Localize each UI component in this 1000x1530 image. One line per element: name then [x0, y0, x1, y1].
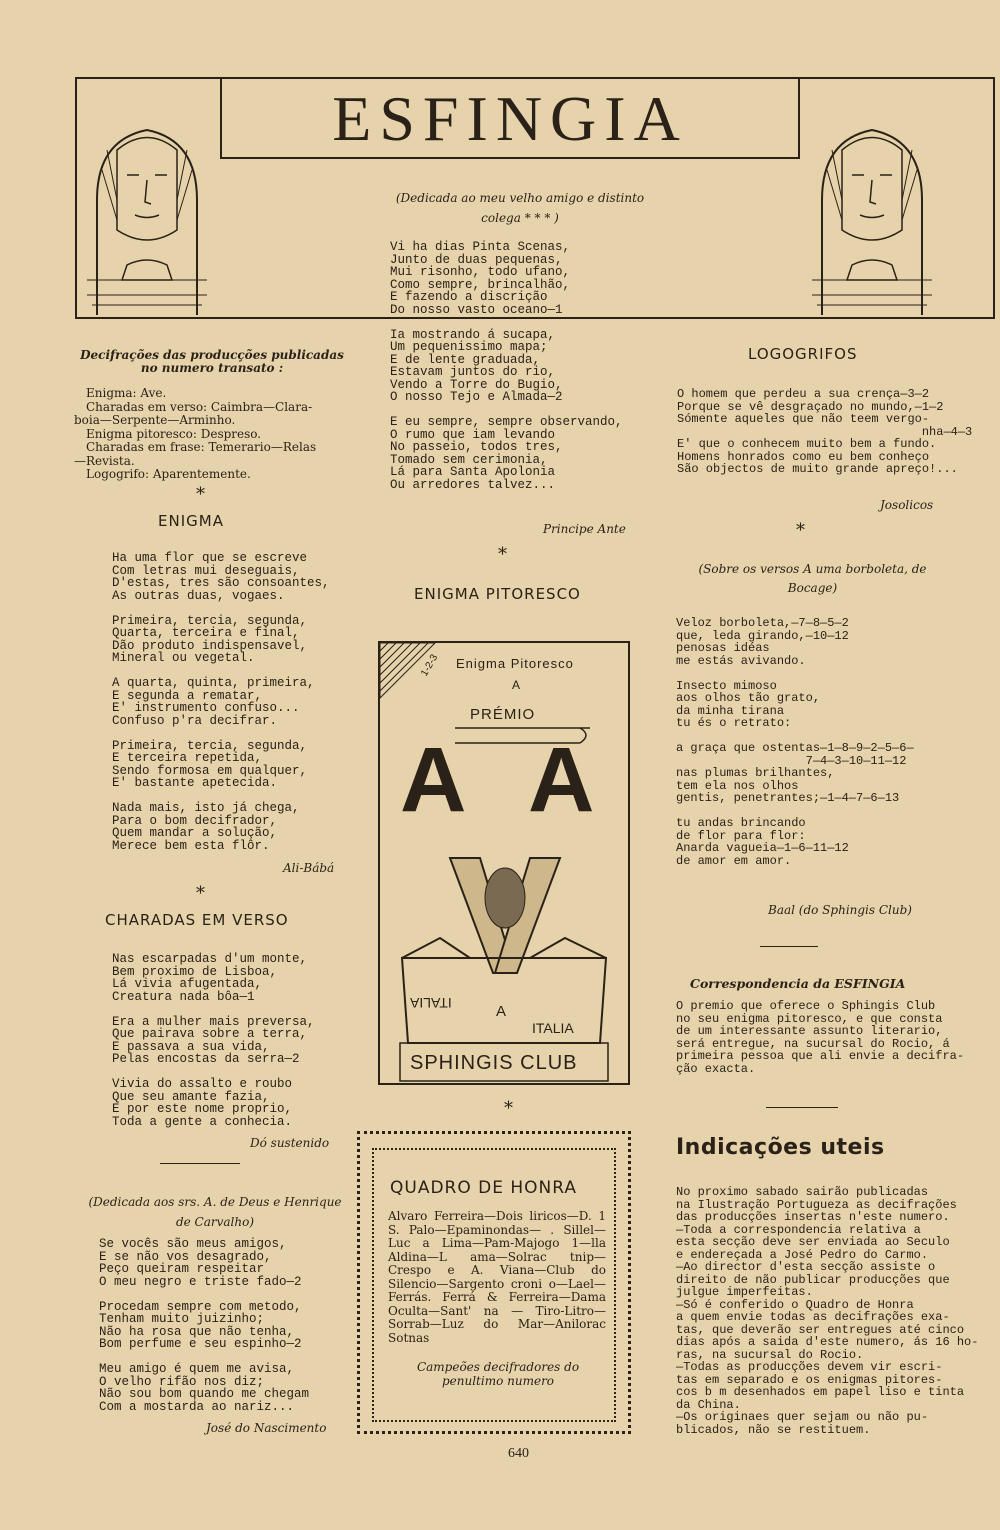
indicacoes-text: No proximo sabado sairão publicadas na Ilustração Portugueza as decifrações das producções insertas n'este numero. —Toda a correspondencia relativa a esta secção deve ser enviada ao Seculo e endereçada a José Pedro do Carmo. —Ao director d'esta secção assiste o direito de não publicar producções que julgue imperfeitas. —Só é conferido o Quadro de Honra a quem envie todas as decifrações exa- tas, que deverão ser entregues até cinco dias após a saida d'este numero, ás 16 ho- ras, na sucursal do Rocio. —Todas as producções devem vir escri- tas em separado e os enigmas pitores- cos b m desenhados em papel liso e tinta da China. —Os originaes quer sejam ou não pu- blicados, não se restituem. — [676, 1185, 979, 1437]
enigma-verse: Ha uma flor que se escreve Com letras mui deseguais, D'estas, tres são consoantes, As outras duas, vogaes. Primeira, tercia, segunda, Quarta, terceira e final, Dão produto indispensavel, Mineral ou vegetal. A quarta, quinta, primeira, E segunda a rematar, E' instrumento confuso... Confuso p'ra decifrar. Primeira, tercia, segunda, E terceira repetida, Sendo formosa em qualquer, E' bastante apetecida. Nada mais, isto já chega, Para o bom decifrador, Quem mandar a solução, Merece bem esta flôr. — [112, 551, 330, 853]
ep-letter-a-right: A — [528, 729, 595, 831]
enigma-title: ENIGMA — [158, 512, 224, 530]
decif-line: —Revista. — [74, 453, 135, 468]
enigma-author: Ali-Bábá — [283, 861, 335, 875]
sphinx-right-illustration — [802, 80, 942, 316]
decifracoes-title: Decifrações das producções publicadas no numero transato : — [80, 348, 344, 375]
logogrifos-title: LOGOGRIFOS — [748, 345, 858, 363]
ep-club: SPHINGIS CLUB — [410, 1052, 578, 1074]
verse-2-author: José do Nascimento — [206, 1421, 327, 1435]
separator-star: * — [196, 484, 205, 505]
decif-line: Enigma: Ave. — [86, 386, 167, 400]
verse-2: Se vocês são meus amigos, E se não vos desagrado, Peço queiram respeitar O meu negro e triste fado—2 Procedam sempre com metodo, Tenham muito juizinho; Não ha rosa que não tenha, Bom perfume e seu espinho—2 Meu amigo é quem me avisa, O velho rifão nos diz; Não sou bom quando me chegam Com a mostarda ao nariz... — [99, 1237, 310, 1414]
page-number: 640 — [508, 1446, 529, 1461]
main-verse: Vi ha dias Pinta Scenas, Junto de duas pequenas, Mui risonho, todo ufano, Como sempre, brincalhão, E fazendo a discrição Do nosso vasto oceano—1 Ia mostrando á sucapa, Um pequenissimo mapa; E de lente graduada, Estavam juntos do rio, Vendo a Torre do Bugio, O nosso Tejo e Almada—2 E eu sempre, sempre observando, O rumo que iam levando No passeio, todos tres, Tomado sem cerimonia, Lá para Santa Apolonia Ou arredores talvez... — [390, 240, 623, 492]
separator-star: * — [504, 1098, 513, 1119]
decif-line: Enigma pitoresco: Despreso. — [86, 426, 262, 441]
charadas-title: CHARADAS EM VERSO — [105, 911, 289, 929]
divider — [766, 1107, 838, 1108]
ep-caption-1: Enigma Pitoresco — [456, 656, 574, 671]
borboleta-author: Baal (do Sphingis Club) — [768, 903, 912, 917]
sphinx-left-illustration — [77, 80, 217, 316]
decif-line: boia—Serpente—Arminho. — [74, 413, 236, 427]
ep-small-a: A — [496, 1003, 507, 1020]
logogrifos-verse: O homem que perdeu a sua crença—3—2 Porque se vê desgraçado no mundo,—1—2 Sómente aqueles que não teem vergo- nha—4—3 E' que o conhecem muito bem a fundo. Homens honrados como eu bem conheço São objectos de muito grande apreço!... — [677, 387, 973, 476]
decif-line: Logogrifo: Aparentemente. — [86, 467, 251, 481]
quadro-honra-subtitle: Campeões decifradores do penultimo numero — [416, 1360, 580, 1388]
ep-italia-inverted: ITALIA — [410, 995, 452, 1011]
indicacoes-title: Indicações uteis — [676, 1135, 885, 1160]
ep-letter-a-left: A — [400, 729, 467, 831]
separator-star: * — [196, 883, 205, 904]
decifracoes-list — [74, 387, 354, 482]
masthead: ESFINGIA — [332, 83, 688, 154]
ep-corner: 1-2-3 — [419, 652, 441, 679]
correspondencia-text: O premio que oferece o Sphingis Club no seu enigma pitoresco, e que consta de um interessante assunto literario, será entregue, na sucursal do Rocio, á primeira pessoa que ali envie a decifra- ção exacta. — [676, 999, 965, 1076]
enigma-pitoresco-title: ENIGMA PITORESCO — [414, 585, 581, 603]
main-verse-author: Principe Ante — [543, 522, 626, 536]
dedication-2: (Dedicada aos srs. A. de Deus e Henrique de Carvalho) — [88, 1195, 342, 1229]
decif-line: Charadas em frase: Temerario—Relas — [86, 440, 317, 454]
borboleta-verse: Veloz borboleta,—7—8—5—2 que, leda girando,—10—12 penosas idéas me estás avivando. Insecto mimoso aos olhos tão grato, da minha tirana tu és o retrato: a graça que ostentas—1—8—9—2—5—6— 7—4—3—10—11—12 nas plumas brilhantes, tem ela nos olhos gentis, penetrantes;—1—4—7—6—13 tu andas brincando de flor para flor: Anarda vagueia—1—6—11—12 de amor em amor. — [676, 616, 914, 868]
logogrifos-author: Josolicos — [880, 498, 934, 512]
charadas-author: Dó sustenido — [250, 1136, 330, 1150]
correspondencia-title: Correspondencia da ESFINGIA — [690, 976, 906, 991]
ep-premio: PRÉMIO — [470, 706, 536, 723]
charadas-verse: Nas escarpadas d'um monte, Bem proximo de Lisboa, Lá vivia afugentada, Creatura nada bôa—1 Era a mulher mais preversa, Que pairava sobre a terra, E passava a sua vida, Pelas encostas da serra—2 Vivia do assalto e roubo Que seu amante fazia, E por este nome proprio, Toda a gente a conhecia. — [112, 952, 315, 1129]
separator-star: * — [498, 544, 507, 565]
dedication-3: (Sobre os versos A uma borboleta, de Bocage) — [698, 562, 927, 595]
dedication-1: (Dedicada ao meu velho amigo e distinto colega * * * ) — [395, 191, 645, 225]
divider — [160, 1163, 240, 1164]
divider — [760, 946, 818, 947]
quadro-honra-names: Alvaro Ferreira—Dois liricos—D. 1 S. Palo—Epaminondas— . Sillel—Luc a Lima—Pam-Majogo 1—lla Aldina—L ama—Solrac tnip—Crespo e A. Viana—Club do Silencio—Sargento croni o—Lael—Ferrás. Ferrá & Ferreira—Dama Oculta—Sant' na — Tiro-Litro—Sorrab—Luz do Mar—Anilorac Sotnas — [388, 1209, 606, 1345]
decif-line: Charadas em verso: Caimbra—Clara- — [86, 399, 313, 414]
separator-star: * — [796, 520, 805, 541]
quadro-honra-title: QUADRO DE HONRA — [390, 1178, 578, 1198]
ep-caption-2: A — [512, 678, 521, 692]
ep-italia: ITALIA — [532, 1020, 574, 1036]
